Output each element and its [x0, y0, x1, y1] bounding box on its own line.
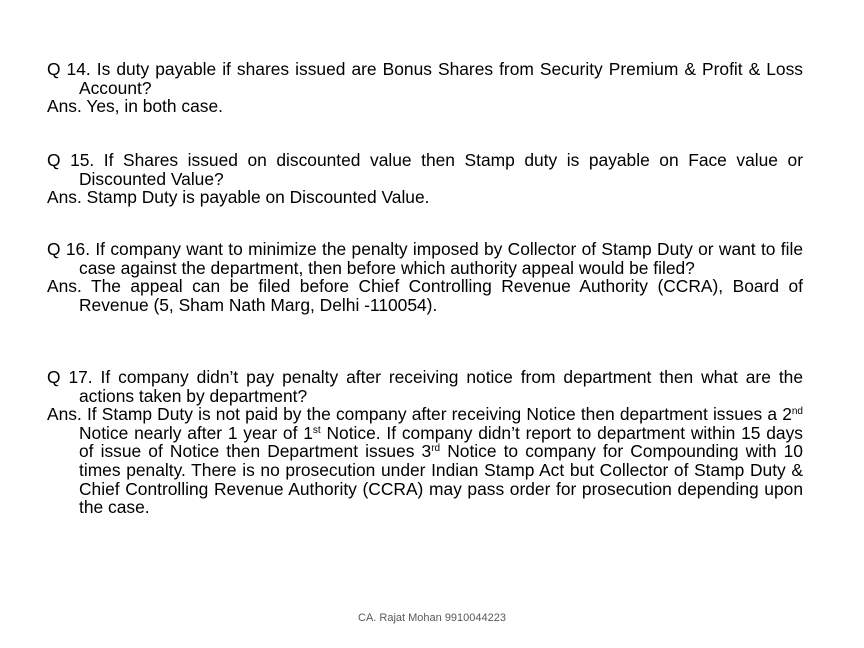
ordinal-suffix: rd	[431, 443, 441, 455]
ordinal-suffix: st	[312, 424, 321, 436]
question-text: Q 15. If Shares issued on discounted value then Stamp duty is payable on Face value or Discounted Value?	[47, 150, 803, 189]
question-text: Q 16. If company want to minimize the penalty imposed by Collector of Stamp Duty or want to file case against the department, then before which authority appeal would be filed?	[47, 239, 803, 278]
answer-part: Notice. If company didn’t report to department within 15 days of issue of Notice then Department issues 3	[79, 422, 803, 462]
answer-part: Notice to company for Compounding with 10 times penalty. There is no prosecution under Indian Stamp Act but Collector of Stamp Duty & Chief Controlling Revenue Authority (CCRA) may pass order for prosecution depending upon the case.	[79, 441, 803, 518]
ordinal-suffix: nd	[791, 406, 803, 418]
qa-item-16	[47, 240, 803, 314]
answer-part: Ans. If Stamp Duty is not paid by the company after receiving Notice then department issues a 2	[47, 404, 792, 425]
answer-part: Notice nearly after 1 year of 1	[79, 422, 313, 443]
qa-item-17	[47, 368, 803, 517]
question-text: Q 14. Is duty payable if shares issued are Bonus Shares from Security Premium & Profit & Loss Account?	[47, 59, 803, 98]
answer-text	[47, 405, 803, 517]
answer-text: Ans. The appeal can be filed before Chief Controlling Revenue Authority (CCRA), Board of Revenue (5, Sham Nath Marg, Delhi -110054).	[47, 276, 803, 315]
question-text: Q 17. If company didn’t pay penalty after receiving notice from department then what are the actions taken by department?	[47, 367, 803, 406]
qa-item-15	[47, 151, 803, 207]
answer-text: Ans. Yes, in both case.	[47, 96, 223, 117]
qa-item-14	[47, 60, 803, 116]
footer-credit: CA. Rajat Mohan 9910044223	[358, 612, 506, 624]
answer-text: Ans. Stamp Duty is payable on Discounted Value.	[47, 187, 430, 208]
